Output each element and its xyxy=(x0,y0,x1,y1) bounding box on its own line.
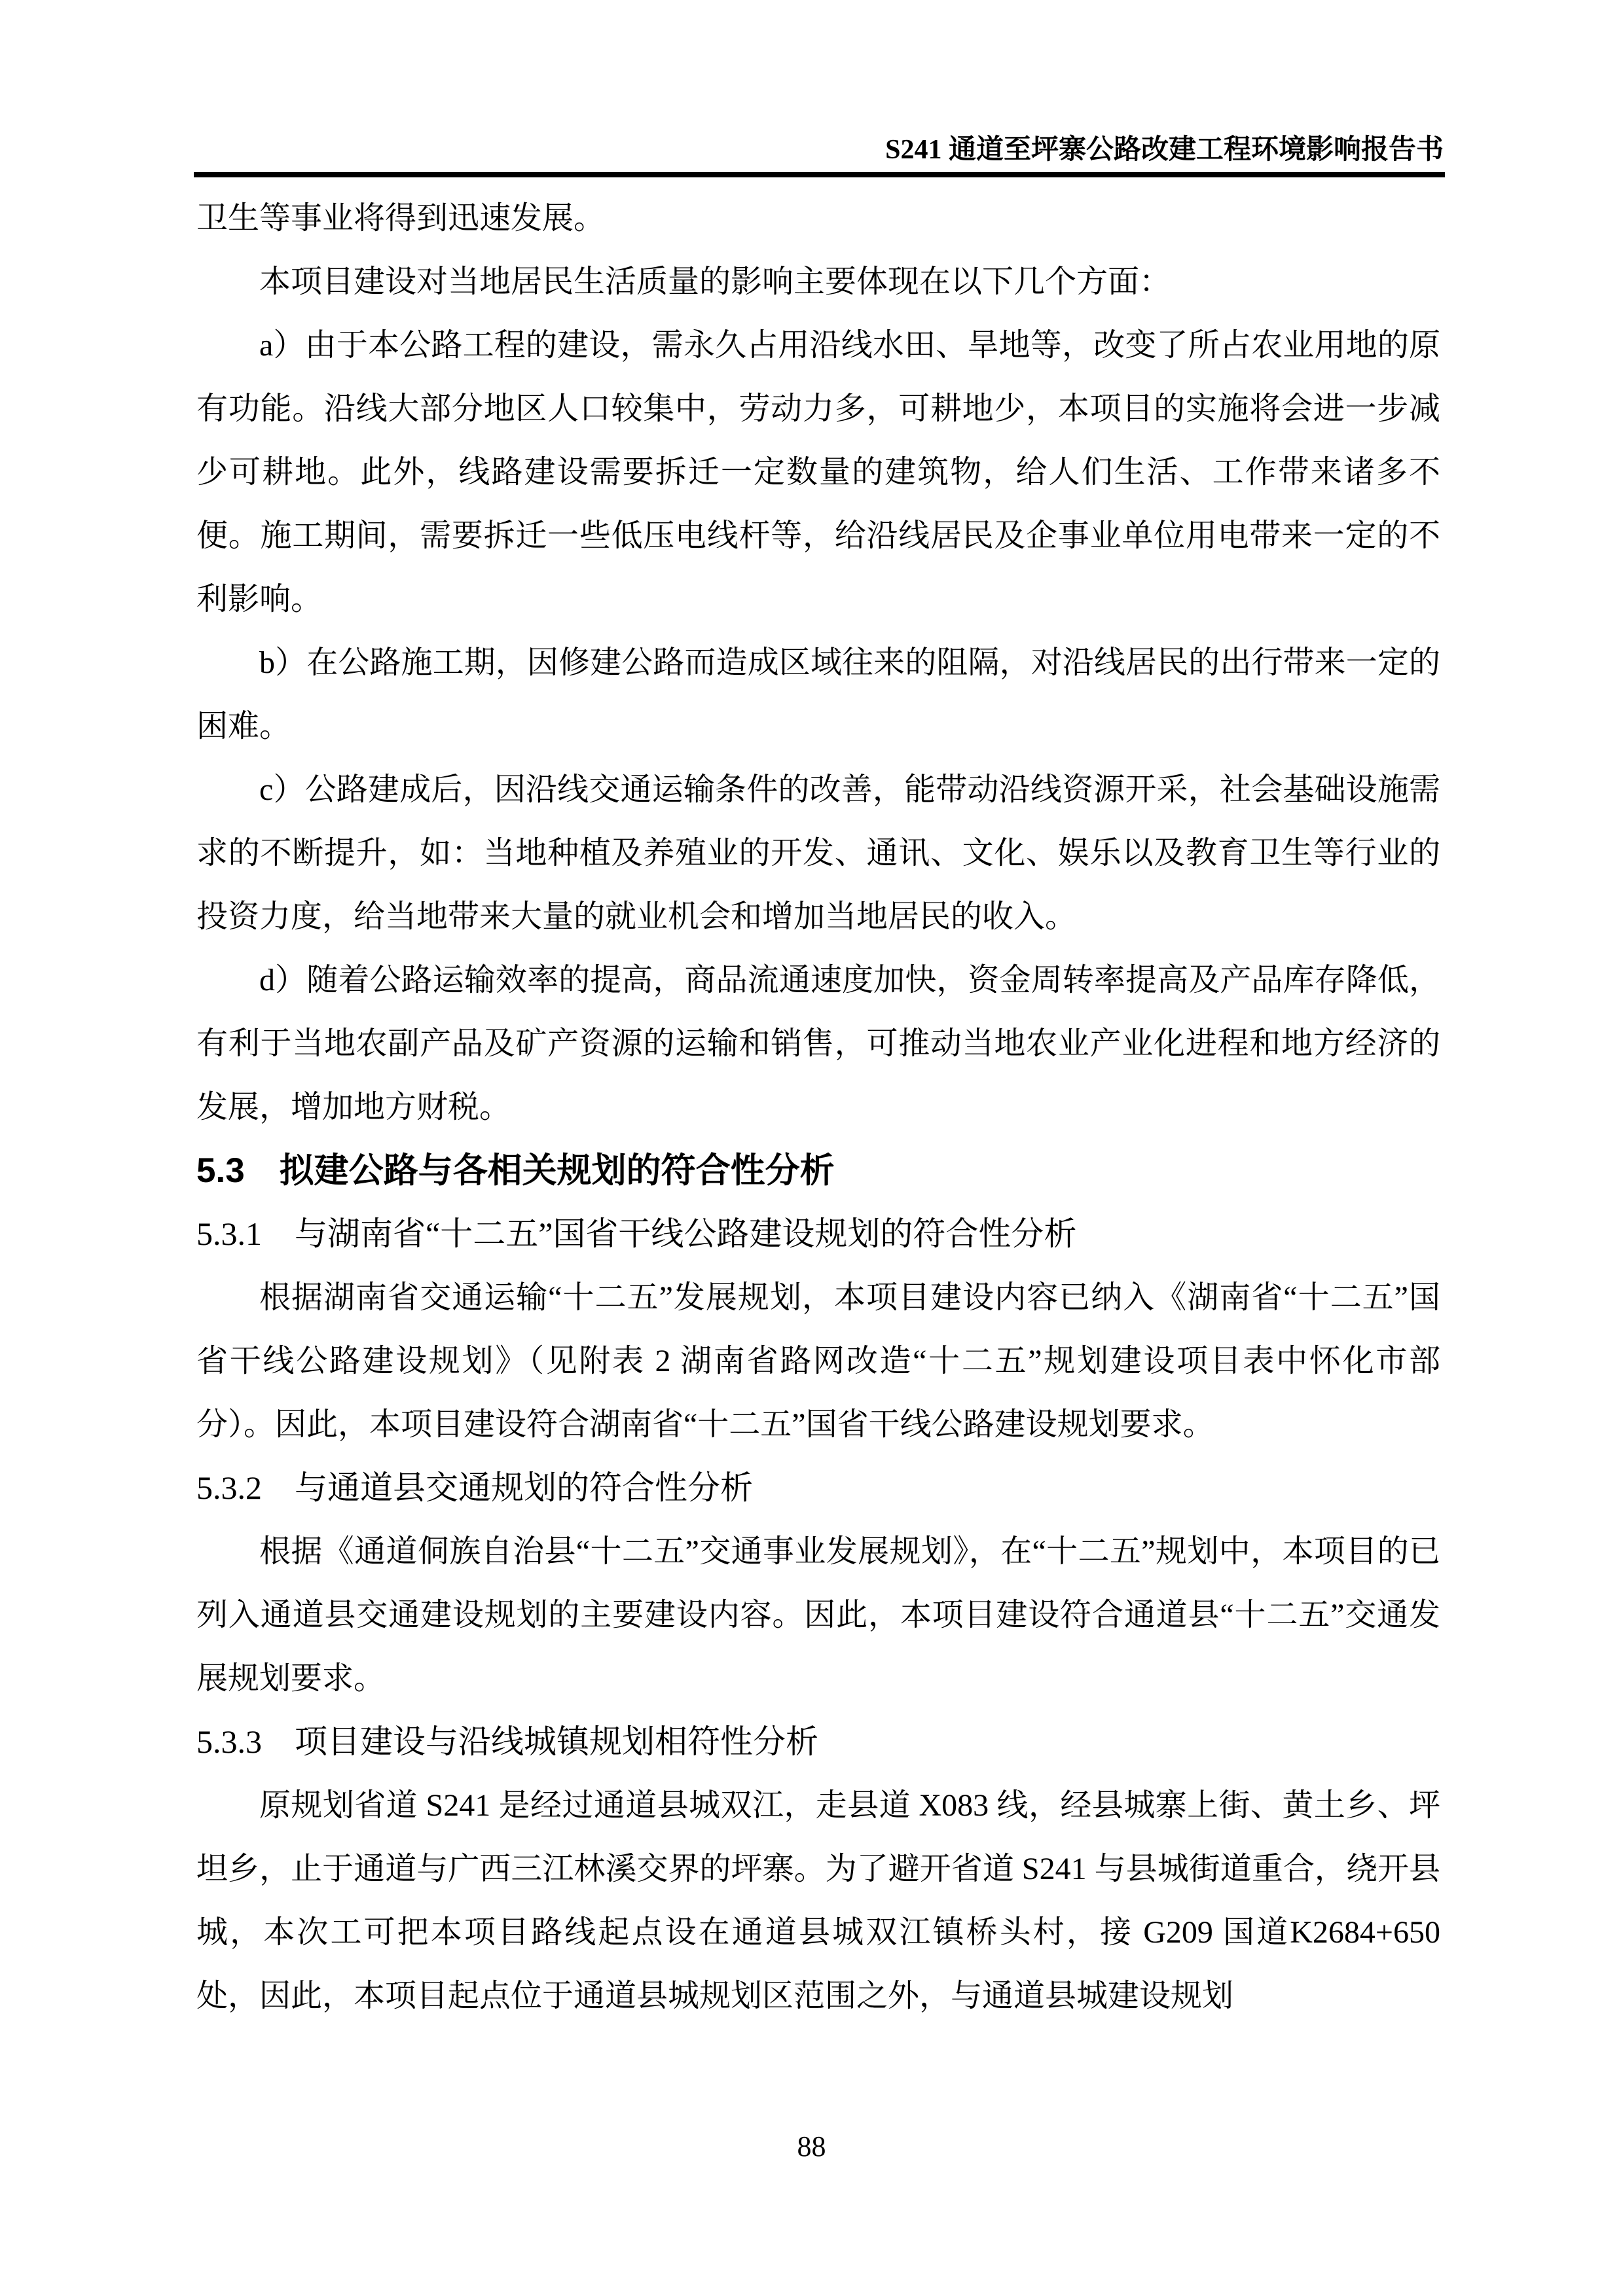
paragraph: 根据湖南省交通运输“十二五”发展规划，本项目建设内容已纳入《湖南省“十二五”国省干线公路建设规划》（见附表 2 湖南省路网改造“十二五”规划建设项目表中怀化市部分）。因此，本项目建设符合湖南省“十二五”国省干线公路建设规划要求。 xyxy=(196,1280,1440,1442)
paragraph: 根据《通道侗族自治县“十二五”交通事业发展规划》，在“十二五”规划中，本项目的已列入通道县交通建设规划的主要建设内容。因此，本项目建设符合通道县“十二五”交通发展规划要求。 xyxy=(196,1534,1440,1696)
paragraph-item-d: d）随着公路运输效率的提高，商品流通速度加快，资金周转率提高及产品库存降低，有利于当地农副产品及矿产资源的运输和销售，可推动当地农业产业化进程和地方经济的发展，增加地方财税。 xyxy=(196,963,1440,1124)
paragraph-item-a: a）由于本公路工程的建设，需永久占用沿线水田、旱地等，改变了所占农业用地的原有功能。沿线大部分地区人口较集中，劳动力多，可耕地少，本项目的实施将会进一步减少可耕地。此外，线路建设需要拆迁一定数量的建筑物，给人们生活、工作带来诸多不便。施工期间，需要拆迁一些低压电线杆等，给沿线居民及企事业单位用电带来一定的不利影响。 xyxy=(196,328,1440,617)
page-number: 88 xyxy=(797,2130,826,2162)
paragraph-continued: 卫生等事业将得到迅速发展。 xyxy=(196,201,606,236)
header-rule xyxy=(194,172,1445,177)
subsection-heading-5-3-2: 5.3.2 与通道县交通规划的符合性分析 xyxy=(196,1469,753,1506)
document-body xyxy=(196,187,1440,2028)
subsection-heading-5-3-1: 5.3.1 与湖南省“十二五”国省干线公路建设规划的符合性分析 xyxy=(196,1215,1077,1252)
running-header-title: S241 通道至坪寨公路改建工程环境影响报告书 xyxy=(885,135,1444,165)
subsection-heading-5-3-3: 5.3.3 项目建设与沿线城镇规划相符性分析 xyxy=(196,1723,818,1760)
paragraph-item-c: c）公路建成后，因沿线交通运输条件的改善，能带动沿线资源开采，社会基础设施需求的不断提升，如：当地种植及养殖业的开发、通讯、文化、娱乐以及教育卫生等行业的投资力度，给当地带来大量的就业机会和增加当地居民的收入。 xyxy=(196,772,1440,934)
paragraph-item-b: b）在公路施工期，因修建公路而造成区域往来的阻隔，对沿线居民的出行带来一定的困难。 xyxy=(196,645,1440,744)
paragraph: 本项目建设对当地居民生活质量的影响主要体现在以下几个方面： xyxy=(259,264,1171,299)
paragraph: 原规划省道 S241 是经过通道县城双江，走县道 X083 线，经县城寨上街、黄土乡、坪坦乡，止于通道与广西三江林溪交界的坪寨。为了避开省道 S241 与县城街道重合，绕开县城，本次工可把本项目路线起点设在通道县城双江镇桥头村，接 G209 国道K2684+650 处，因此，本项目起点位于通道县城规划区范围之外，与通道县城建设规划 xyxy=(196,1788,1440,2013)
section-heading-5-3: 5.3 拟建公路与各相关规划的符合性分析 xyxy=(196,1151,835,1190)
